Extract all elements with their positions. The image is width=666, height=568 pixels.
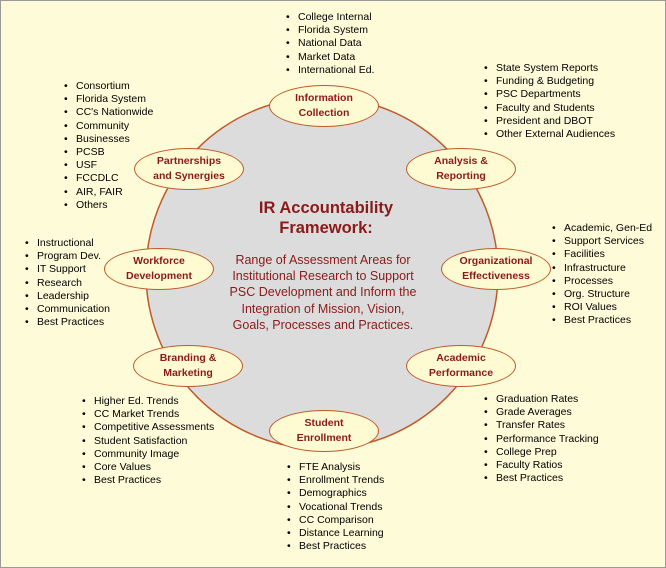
list-item: • Faculty Ratios: [484, 459, 599, 472]
list-item: • Processes: [552, 275, 652, 288]
list-partnerships-synergies: [64, 80, 153, 212]
list-workforce-development: [25, 237, 110, 329]
list-item: • Competitive Assessments: [82, 421, 214, 434]
node-label: Partnerships and Synergies: [153, 155, 225, 182]
list-item: • Core Values: [82, 461, 214, 474]
framework-description: Range of Assessment Areas for Institutional Research to Support PSC Development and Inform the Integration of Mission, Vision, Goals, Processes and Practices.: [229, 253, 417, 332]
list-item: • Other External Audiences: [484, 128, 615, 141]
node-label: Analysis & Reporting: [434, 155, 488, 182]
list-item: • Community: [64, 120, 153, 133]
list-item: • Communication: [25, 303, 110, 316]
list-item: • FTE Analysis: [287, 461, 384, 474]
list-item: • Research: [25, 277, 110, 290]
list-item: • National Data: [286, 37, 374, 50]
list-item: • CC's Nationwide: [64, 106, 153, 119]
list-information-collection: [286, 11, 374, 77]
list-item: • Best Practices: [484, 472, 599, 485]
framework-title: IR Accountability Framework:: [258, 199, 394, 237]
list-student-enrollment: [287, 461, 384, 553]
list-item: • International Ed.: [286, 64, 374, 77]
list-item: • Community Image: [82, 448, 214, 461]
node-label: Academic Performance: [428, 352, 494, 379]
list-item: • Best Practices: [287, 540, 384, 553]
list-academic-performance: [484, 393, 599, 485]
list-item: • Faculty and Students: [484, 102, 615, 115]
node-student-enrollment: [269, 410, 379, 452]
list-item: • Florida System: [64, 93, 153, 106]
list-item: • Vocational Trends: [287, 501, 384, 514]
list-item: • Higher Ed. Trends: [82, 395, 214, 408]
list-item: • Program Dev.: [25, 250, 110, 263]
node-organizational-effectiveness: [441, 248, 551, 290]
node-label: Workforce Development: [126, 255, 192, 282]
list-item: • AIR, FAIR: [64, 186, 153, 199]
node-label: Student Enrollment: [296, 417, 352, 444]
list-item: • Distance Learning: [287, 527, 384, 540]
list-item: • IT Support: [25, 263, 110, 276]
list-item: • Facilities: [552, 248, 652, 261]
list-item: • College Internal: [286, 11, 374, 24]
list-item: • Demographics: [287, 487, 384, 500]
list-branding-marketing: [82, 395, 214, 487]
list-item: • Consortium: [64, 80, 153, 93]
list-item: • PCSB: [64, 146, 153, 159]
list-item: • Infrastructure: [552, 262, 652, 275]
list-item: • Org. Structure: [552, 288, 652, 301]
list-item: • Academic, Gen-Ed: [552, 222, 652, 235]
list-item: • Graduation Rates: [484, 393, 599, 406]
list-item: • Market Data: [286, 51, 374, 64]
list-item: • President and DBOT: [484, 115, 615, 128]
list-item: • ROI Values: [552, 301, 652, 314]
list-item: • Florida System: [286, 24, 374, 37]
node-branding-marketing: [133, 345, 243, 387]
list-item: • FCCDLC: [64, 172, 153, 185]
list-item: • Grade Averages: [484, 406, 599, 419]
list-item: • Businesses: [64, 133, 153, 146]
list-item: • Transfer Rates: [484, 419, 599, 432]
list-item: • Best Practices: [82, 474, 214, 487]
list-item: • Best Practices: [552, 314, 652, 327]
list-item: • CC Market Trends: [82, 408, 214, 421]
list-item: • Others: [64, 199, 153, 212]
list-analysis-reporting: [484, 62, 615, 141]
list-item: • PSC Departments: [484, 88, 615, 101]
list-item: • Leadership: [25, 290, 110, 303]
list-item: • Enrollment Trends: [287, 474, 384, 487]
list-item: • Best Practices: [25, 316, 110, 329]
list-item: • Performance Tracking: [484, 433, 599, 446]
list-item: • Instructional: [25, 237, 110, 250]
list-item: • Support Services: [552, 235, 652, 248]
list-item: • State System Reports: [484, 62, 615, 75]
list-item: • USF: [64, 159, 153, 172]
list-organizational-effectiveness: [552, 222, 652, 328]
node-label: Branding & Marketing: [159, 352, 217, 379]
node-information-collection: [269, 85, 379, 127]
list-item: • CC Comparison: [287, 514, 384, 527]
node-label: Organizational Effectiveness: [459, 255, 533, 282]
list-item: • Student Satisfaction: [82, 435, 214, 448]
list-item: • Funding & Budgeting: [484, 75, 615, 88]
node-label: Information Collection: [295, 92, 353, 119]
list-item: • College Prep: [484, 446, 599, 459]
node-academic-performance: [406, 345, 516, 387]
node-analysis-reporting: [406, 148, 516, 190]
node-workforce-development: [104, 248, 214, 290]
